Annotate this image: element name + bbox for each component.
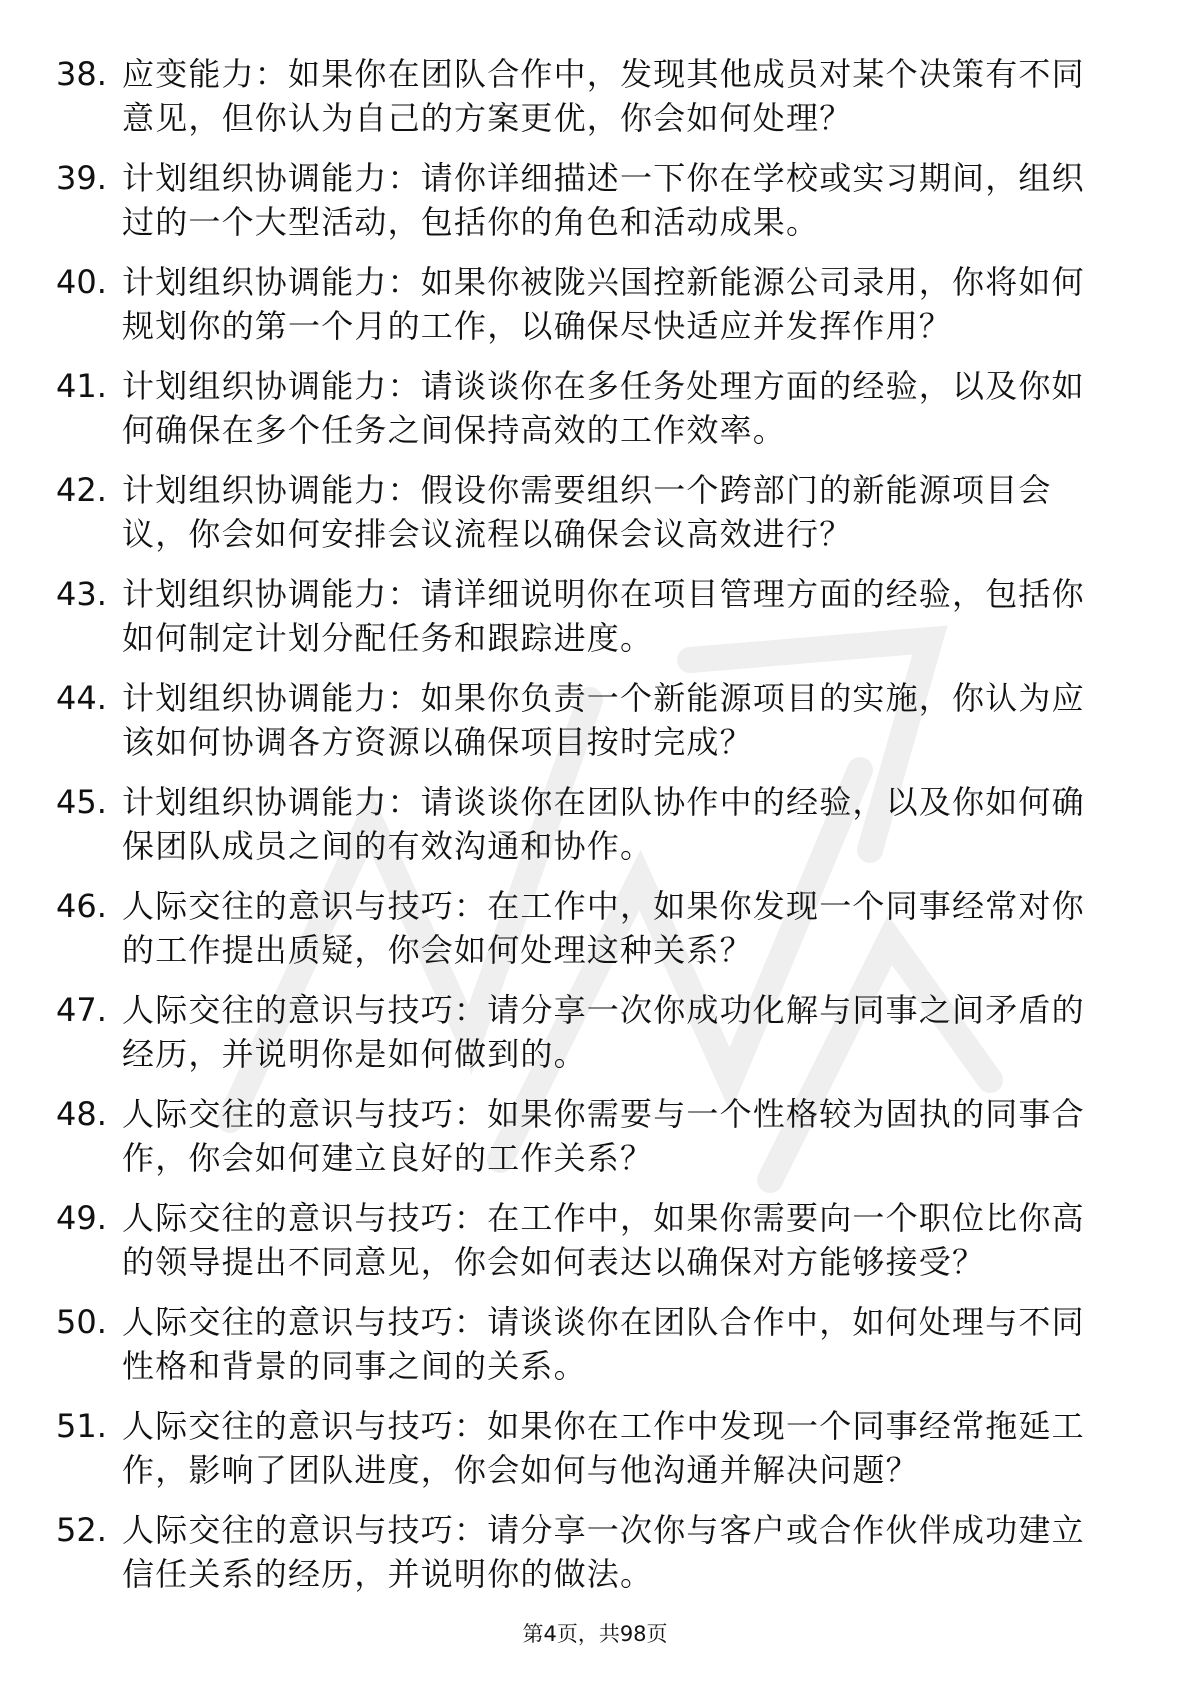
question-text: 人际交往的意识与技巧：如果你需要与一个性格较为固执的同事合作，你会如何建立良好的工作关系？ (122, 1095, 1085, 1177)
question-item-47 (56, 988, 1116, 1092)
question-text: 人际交往的意识与技巧：在工作中，如果你需要向一个职位比你高的领导提出不同意见，你会如何表达以确保对方能够接受？ (122, 1199, 1085, 1281)
question-text: 计划组织协调能力：请详细说明你在项目管理方面的经验，包括你如何制定计划分配任务和跟踪进度。 (122, 575, 1085, 657)
question-item-44 (56, 676, 1116, 780)
question-item-51 (56, 1404, 1116, 1508)
page-footer: 第4页，共98页 (522, 1622, 668, 1646)
question-text: 计划组织协调能力：请谈谈你在多任务处理方面的经验，以及你如何确保在多个任务之间保持高效的工作效率。 (122, 367, 1085, 449)
question-number: 44. (56, 679, 107, 717)
question-text: 计划组织协调能力：如果你负责一个新能源项目的实施，你认为应该如何协调各方资源以确保项目按时完成？ (122, 679, 1085, 761)
question-text: 计划组织协调能力：假设你需要组织一个跨部门的新能源项目会议，你会如何安排会议流程以确保会议高效进行？ (122, 471, 1052, 553)
question-number: 49. (56, 1199, 107, 1237)
question-number: 52. (56, 1511, 107, 1549)
question-number: 47. (56, 991, 107, 1029)
question-number: 39. (56, 159, 107, 197)
question-item-43 (56, 572, 1116, 676)
question-item-52 (56, 1508, 1116, 1612)
question-number: 45. (56, 783, 107, 821)
question-number: 40. (56, 263, 107, 301)
question-list (56, 52, 1116, 1612)
question-item-40 (56, 260, 1116, 364)
question-number: 46. (56, 887, 107, 925)
question-item-42 (56, 468, 1116, 572)
question-number: 38. (56, 55, 107, 93)
question-number: 43. (56, 575, 107, 613)
question-text: 人际交往的意识与技巧：如果你在工作中发现一个同事经常拖延工作，影响了团队进度，你会如何与他沟通并解决问题？ (122, 1407, 1085, 1489)
question-item-48 (56, 1092, 1116, 1196)
question-text: 人际交往的意识与技巧：请谈谈你在团队合作中，如何处理与不同性格和背景的同事之间的关系。 (122, 1303, 1085, 1385)
question-number: 42. (56, 471, 107, 509)
question-text: 计划组织协调能力：请你详细描述一下你在学校或实习期间，组织过的一个大型活动，包括你的角色和活动成果。 (122, 159, 1085, 241)
question-item-46 (56, 884, 1116, 988)
question-number: 48. (56, 1095, 107, 1133)
question-item-41 (56, 364, 1116, 468)
question-number: 41. (56, 367, 107, 405)
question-item-45 (56, 780, 1116, 884)
question-text: 计划组织协调能力：请谈谈你在团队协作中的经验，以及你如何确保团队成员之间的有效沟通和协作。 (122, 783, 1085, 865)
question-text: 人际交往的意识与技巧：在工作中，如果你发现一个同事经常对你的工作提出质疑，你会如何处理这种关系？ (122, 887, 1085, 969)
question-number: 50. (56, 1303, 107, 1341)
question-item-49 (56, 1196, 1116, 1300)
question-item-38 (56, 52, 1116, 156)
question-item-39 (56, 156, 1116, 260)
question-text: 计划组织协调能力：如果你被陇兴国控新能源公司录用，你将如何规划你的第一个月的工作，以确保尽快适应并发挥作用？ (122, 263, 1085, 345)
question-text: 应变能力：如果你在团队合作中，发现其他成员对某个决策有不同意见，但你认为自己的方案更优，你会如何处理？ (122, 55, 1085, 137)
question-text: 人际交往的意识与技巧：请分享一次你成功化解与同事之间矛盾的经历，并说明你是如何做到的。 (122, 991, 1085, 1073)
question-number: 51. (56, 1407, 107, 1445)
question-text: 人际交往的意识与技巧：请分享一次你与客户或合作伙伴成功建立信任关系的经历，并说明你的做法。 (122, 1511, 1085, 1593)
question-item-50 (56, 1300, 1116, 1404)
